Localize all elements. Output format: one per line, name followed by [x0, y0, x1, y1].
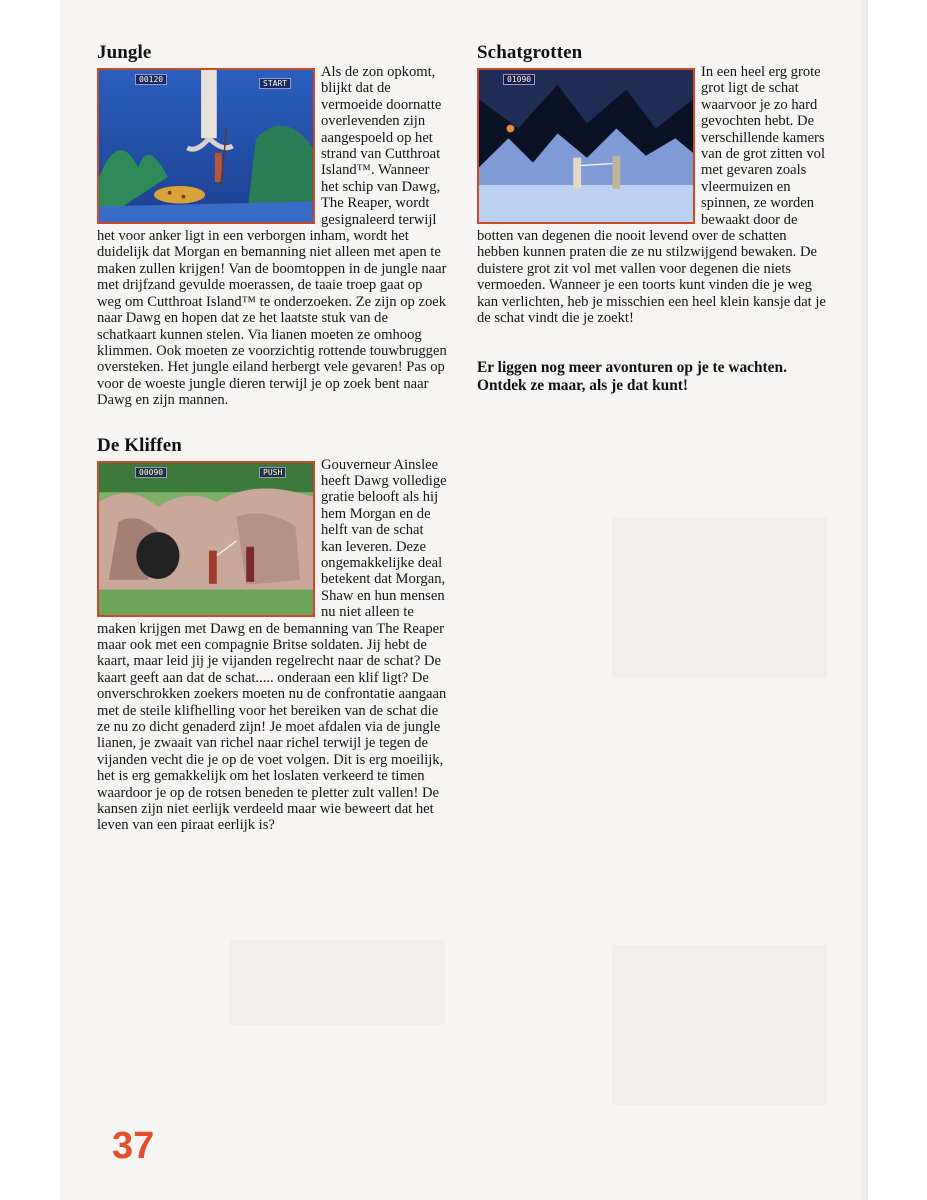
bleed-through-block [612, 945, 827, 1105]
section-body: Gouverneur Ainslee heeft Dawg volledige gratie belooft als hij hem Morgan en de helft van de schat kan leveren. Deze ongemakkelijke deal betekent dat Morgan, Shaw en hun mensen nu niet alleen te maken krijgen met Dawg en de bemanning van The Reaper maar ook met een compagnie Britse soldaten. Jij hebt de kaart, maar leid jij je vijanden regelrecht naar de schat? De kaart geeft aan dat de schat..... onderaan een klif ligt? De onverschrokken zoekers moeten nu de confrontatie aangaan met de steile klifhelling voor het bereiken van de schat die ze nu zo dicht genaderd zijn! Je moet afdalen via de jungle lianen, je zwaait van richel naar richel terwijl je tegen de vijanden vecht die je op de voet volgen. Dit is erg moeilijk, het is erg gemakkelijk om het loslaten verkeerd te timen waardoor je op de rotsen beneden te pletter zult vallen! De kansen zijn niet eerlijk verdeeld maar wie beweert dat het leven van een piraat eerlijk is? [97, 456, 447, 834]
section-title: Schatgrotten [477, 42, 583, 63]
section-body: Als de zon opkomt, blijkt dat de vermoeide doornatte overlevenden zijn aangespoeld op het strand van Cutthroat Island™. Wanneer het schip van Dawg, The Reaper, wordt gesignaleerd terwijl het voor anker ligt in een verborgen inham, wordt het duidelijk dat Morgan en bemanning niet alleen met apen te maken zullen krijgen! Van de boomtoppen in de jungle naar met drijfzand gevulde moerassen, de taaie troep gaat op weg om Cutthroat Island™ te onderzoeken. Ze zijn op zoek naar Dawg en hopen dat ze het laatste stuk van de schatkaart kunnen stelen. Via lianen moeten ze omhoog klimmen. Ook moeten ze voorzichtig rottende touwbruggen oversteken. Het jungle eiland herbergt vele gevaren! Pas op voor de woeste jungle dieren terwijl je op zoek bent naar Dawg en zijn mannen. [97, 64, 447, 409]
score-readout: 00090 [135, 467, 167, 478]
start-label: START [259, 78, 291, 89]
page-edge [860, 0, 868, 1200]
page-number: 37 [112, 1125, 155, 1167]
schatgrotten-screenshot [477, 68, 695, 224]
section-title: De Kliffen [97, 434, 182, 456]
section-schatgrotten [477, 42, 829, 327]
jungle-scene-graphic [99, 70, 313, 222]
cave-scene-graphic [479, 70, 693, 222]
section-kliffen [97, 435, 447, 834]
section-body: In een heel erg grote grot ligt de schat waarvoor je zo hard gevochten hebt. De verschillende kamers van de grot zitten vol met gevaren zoals vleermuizen en spinnen, ze worden bewaakt door de botten van degenen die nooit levend over de schatten hebben kunnen praten die ze nu stilzwijgend bewaken. De duistere grot zit vol met vallen voor degenen die niets vermoeden. Wanneer je een toorts kunt vinden die je weg kan verlichten, heb je misschien een heel klein kansje dat je de schat vindt die je zoekt! [477, 64, 826, 327]
push-label: PUSH [259, 467, 286, 478]
cliffs-scene-graphic [99, 463, 313, 615]
section-title: Jungle [97, 42, 152, 63]
bleed-through-block [230, 940, 445, 1025]
closing-statement: Er liggen nog meer avonturen op je te wachten. Ontdek ze maar, als je dat kunt! [477, 358, 787, 394]
score-readout: 00120 [135, 74, 167, 85]
jungle-screenshot [97, 68, 315, 224]
bleed-through-block [612, 518, 827, 678]
right-column [477, 42, 829, 395]
score-readout: 01090 [503, 74, 535, 85]
kliffen-screenshot [97, 461, 315, 617]
left-column [97, 42, 447, 834]
section-jungle [97, 42, 447, 409]
